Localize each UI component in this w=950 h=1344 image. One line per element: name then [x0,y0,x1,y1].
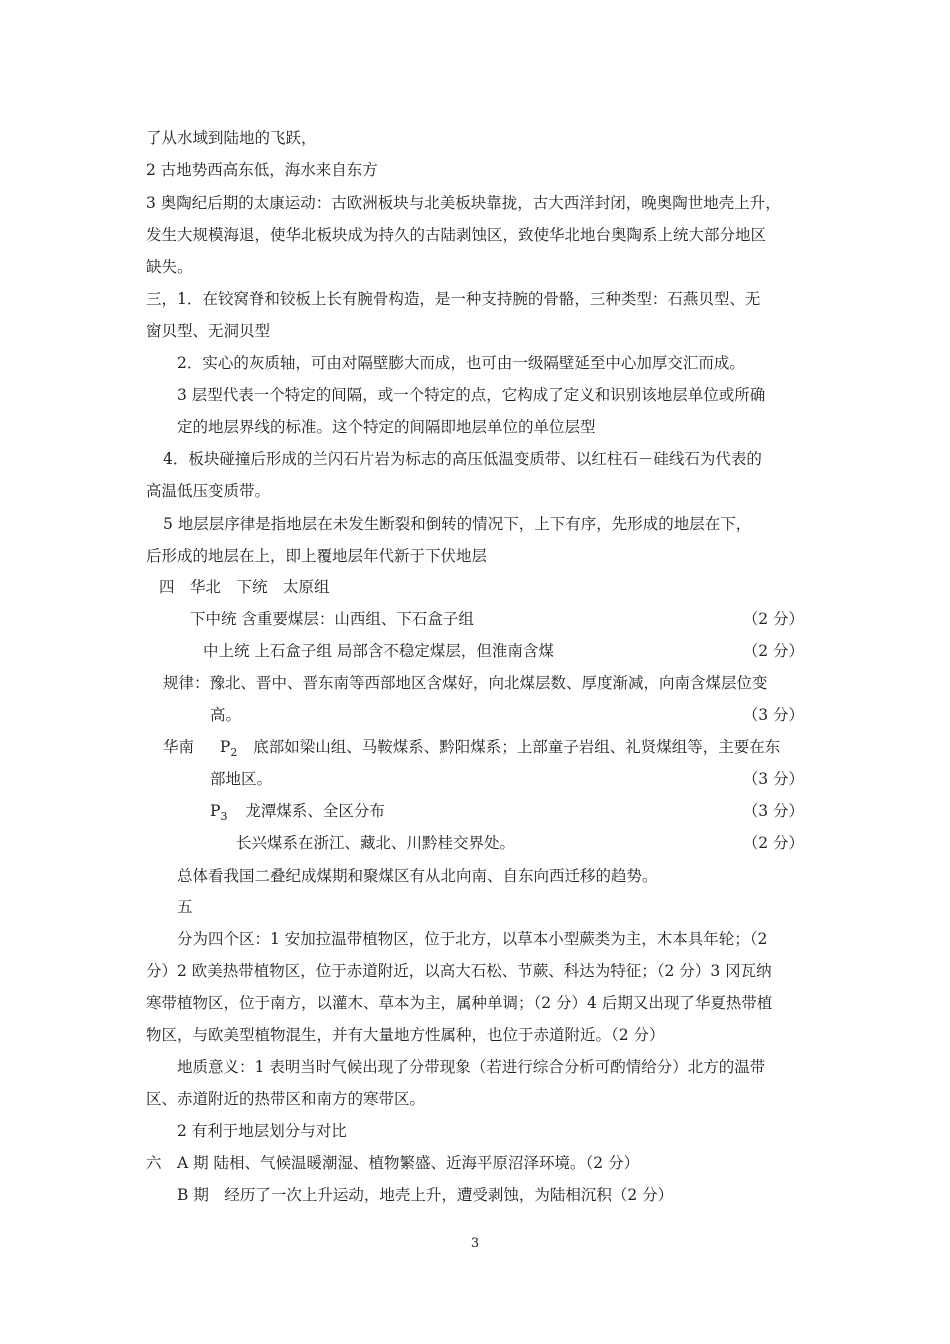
text-content: 底部如梁山组、马鞍煤系、黔阳煤系；上部童子岩组、礼贤煤组等，主要在东 [253,738,781,756]
text-content: 龙潭煤系、全区分布 [245,802,385,820]
text-line: 3 奥陶纪后期的太康运动：古欧洲板块与北美板块靠拢，古大西洋封闭，晚奥陶世地壳上升， [146,194,781,212]
score: （2 分） [742,834,804,852]
text-line: 了从水域到陆地的飞跃， [146,129,317,147]
text-line: 2 古地势西高东低，海水来自东方 [146,161,378,179]
text-line: 四 华北 下统 太原组 [159,578,330,596]
text-line: 缺失。 [146,258,193,276]
text-line: 中上统 上石盒子组 局部含不稳定煤层，但淮南含煤 [203,642,554,660]
text-line: 六 A 期 陆相、气候温暖潮湿、植物繁盛、近海平原沼泽环境。（2 分） [146,1154,640,1172]
score: （2 分） [742,642,804,660]
text-line: 规律：豫北、晋中、晋东南等西部地区含煤好，向北煤层数、厚度渐减，向南含煤层位变 [163,674,768,692]
text-line: 区、赤道附近的热带区和南方的寒带区。 [146,1090,426,1108]
text-line: 下中统 含重要煤层：山西组、下石盒子组 [190,610,474,628]
text-line: 高温低压变质带。 [146,482,271,500]
score: （3 分） [742,706,804,724]
text-line: 地质意义：1 表明当时气候出现了分带现象（若进行综合分析可酌情给分）北方的温带 [177,1058,766,1076]
text-line: 5 地层层序律是指地层在未发生断裂和倒转的情况下，上下有序，先形成的地层在下， [163,515,752,533]
period-symbol: P [219,738,231,756]
text-line: 定的地层界线的标准。这个特定的间隔即地层单位的单位层型 [177,418,596,436]
text-line: 物区，与欧美型植物混生，并有大量地方性属种，也位于赤道附近。（2 分） [146,1026,665,1044]
text-line: 高。 [210,706,242,724]
text-line: 长兴煤系在浙江、藏北、川黔桂交界处。 [236,834,516,852]
text-line: 3 层型代表一个特定的间隔，或一个特定的点，它构成了定义和识别该地层单位或所确 [177,386,766,404]
text-line: 总体看我国二叠纪成煤期和聚煤区有从北向南、自东向西迁移的趋势。 [177,867,658,885]
section-heading: 五 [177,898,193,916]
text-line: B 期 经历了一次上升运动，地壳上升，遭受剥蚀，为陆相沉积（2 分） [177,1186,674,1204]
score: （2 分） [742,610,804,628]
period-subscript: 3 [220,810,228,823]
text-line: 4．板块碰撞后形成的兰闪石片岩为标志的高压低温变质带、以红柱石－硅线石为代表的 [163,450,762,468]
text-line: 2．实心的灰质轴，可由对隔壁膨大而成，也可由一级隔壁延至中心加厚交汇而成。 [177,354,745,372]
text-line: 2 有利于地层划分与对比 [177,1122,347,1140]
text-line: 三，1．在铰窝脊和铰板上长有腕骨构造，是一种支持腕的骨骼，三种类型：石燕贝型、无 [146,290,761,308]
text-line: 部地区。 [210,770,273,788]
text-line: 窗贝型、无洞贝型 [146,322,271,340]
text-line: 寒带植物区，位于南方，以灌木、草本为主，属种单调；（2 分）4 后期又出现了华夏热带植 [146,994,773,1012]
period-symbol: P [210,802,221,820]
text-line: 后形成的地层在上，即上覆地层年代新于下伏地层 [146,547,488,565]
text-line: 发生大规模海退，使华北板块成为持久的古陆剥蚀区，致使华北地台奥陶系上统大部分地区 [146,226,767,244]
period-subscript: 2 [230,746,238,759]
text-line: 分为四个区：1 安加拉温带植物区，位于北方，以草本小型蕨类为主，木本具年轮；（2 [177,930,768,948]
text-line: 分）2 欧美热带植物区，位于赤道附近，以高大石松、节蕨、科达为特征；（2 分）3 冈瓦纳 [146,962,772,980]
score: （3 分） [742,770,804,788]
text-line [210,801,385,827]
score: （3 分） [742,802,804,820]
page-number: 3 [470,1236,480,1251]
region-label: 华南 [163,738,195,756]
text-line [163,737,780,763]
